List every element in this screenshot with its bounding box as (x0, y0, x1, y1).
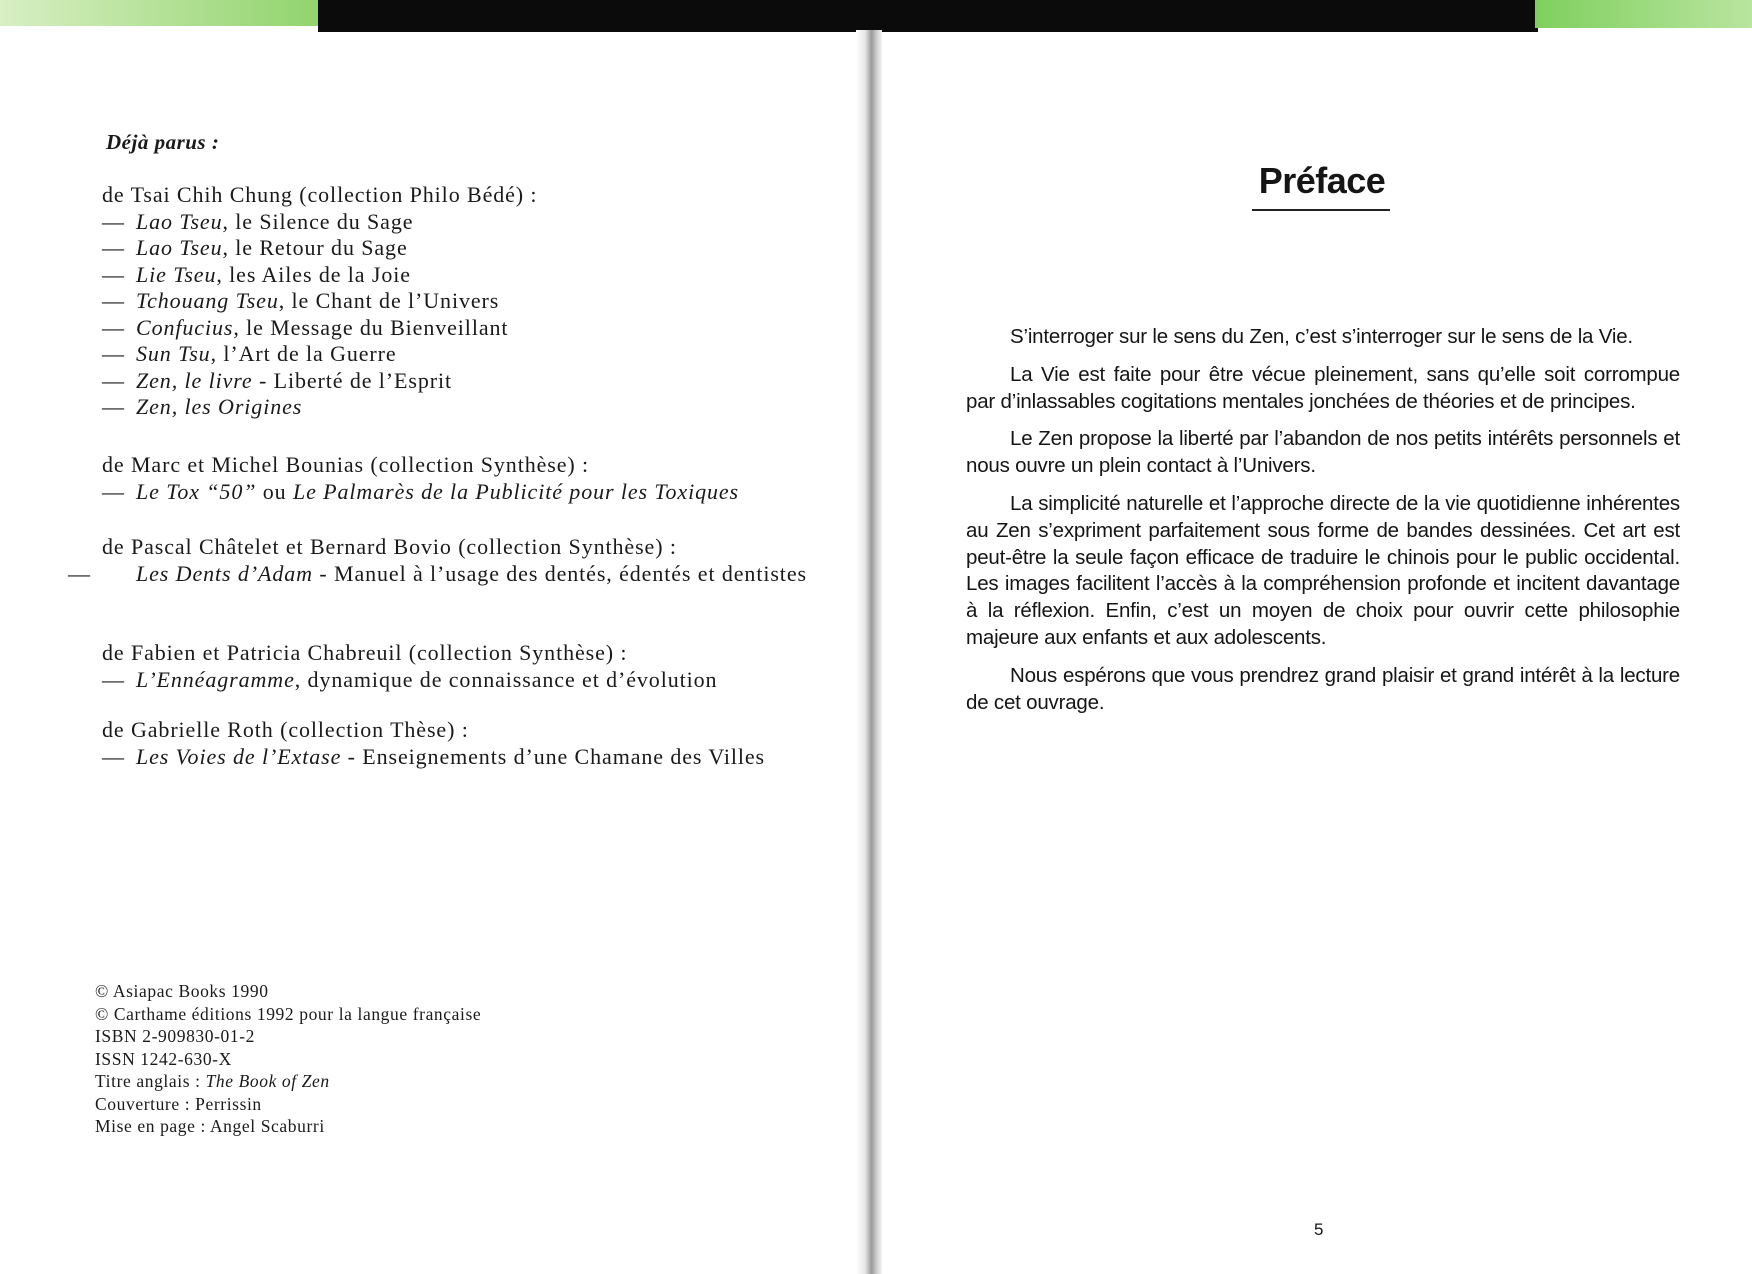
list-item: — Lie Tseu, les Ailes de la Joie (102, 261, 411, 287)
scan-top-band (0, 0, 1752, 34)
already-published-heading: Déjà parus : (106, 130, 220, 154)
preface-body (966, 324, 1680, 727)
list-item: — Lao Tseu, le Retour du Sage (102, 235, 408, 260)
list-item: — Le Tox “50” ou Le Palmarès de la Publicité pour les Toxiques (102, 478, 740, 504)
book-group-chatelet (68, 534, 822, 587)
preface-title: Préface (1258, 160, 1386, 201)
title-underline (1252, 209, 1390, 211)
paragraph: Le Zen propose la liberté par l’abandon de nos petits intérêts personnels et nous ouvre un plein contact à l’Univers. (966, 427, 1680, 478)
group-author-line: de Marc et Michel Bounias (collection Synthèse) : (102, 452, 590, 477)
list-item: — Tchouang Tseu, le Chant de l’Univers (102, 288, 500, 313)
group-author-line: de Tsai Chih Chung (collection Philo Bédé) : (102, 182, 538, 207)
list-item: — Zen, les Origines (102, 394, 303, 419)
book-group-chabreuil (102, 640, 822, 693)
layout-credit: Mise en page : Angel Scaburri (95, 1116, 325, 1136)
isbn: ISBN 2-909830-01-2 (95, 1026, 256, 1046)
group-author-line: de Gabrielle Roth (collection Thèse) : (102, 717, 469, 742)
paragraph: S’interroger sur le sens du Zen, c’est s’interroger sur le sens de la Vie. (1010, 325, 1633, 348)
copyright-block (95, 980, 481, 1138)
paragraph: La simplicité naturelle et l’approche directe de la vie quotidienne inhérentes au Zen s’expriment parfaitement sous forme de bandes dessinées. Cet art est peut-être la seule façon efficace de traduire le chinois pour le public occidental. Les images facilitent l’accès à la compréhension profonde et incitent davantage à la réflexion. Enfin, c’est un moyen de choix pour ouvrir cette philosophie majeure aux enfants et aux adolescents. (966, 491, 1680, 649)
copyright-line: © Carthame éditions 1992 pour la langue française (95, 1003, 482, 1024)
list-item: — Les Voies de l’Extase - Enseignements d’une Chamane des Villes (102, 743, 765, 769)
paragraph: Nous espérons que vous prendrez grand plaisir et grand intérêt à la lecture de cet ouvrage. (966, 663, 1680, 714)
paragraph: La Vie est faite pour être vécue pleinement, sans qu’elle soit corrompue par d’inlassables cogitations mentales jonchées de théories et de principes. (966, 362, 1680, 413)
book-group-bounias (102, 452, 822, 505)
scan-edge-black (318, 0, 1538, 32)
list-item: — Sun Tsu, l’Art de la Guerre (102, 341, 397, 366)
list-item: — Confucius, le Message du Bienveillant (102, 314, 509, 340)
list-item: — L’Ennéagramme, dynamique de connaissance et d’évolution (102, 666, 718, 692)
english-title: Titre anglais : The Book of Zen (95, 1071, 330, 1091)
group-author-line: de Fabien et Patricia Chabreuil (collection Synthèse) : (102, 640, 628, 665)
group-author-line: de Pascal Châtelet et Bernard Bovio (collection Synthèse) : (102, 534, 677, 559)
book-group-roth (102, 717, 822, 770)
list-item: — Zen, le livre - Liberté de l’Esprit (102, 367, 452, 393)
page-number: 5 (1314, 1220, 1324, 1239)
scan-edge-green-left (0, 0, 330, 26)
book-group-tsai (102, 182, 822, 421)
issn: ISSN 1242-630-X (95, 1048, 232, 1069)
list-item: — Les Dents d’Adam - Manuel à l’usage des dentés, édentés et dentistes (68, 560, 807, 586)
scan-edge-green-right (1535, 0, 1752, 28)
copyright-line: © Asiapac Books 1990 (95, 981, 269, 1001)
cover-credit: Couverture : Perrissin (95, 1093, 262, 1114)
list-item: — Lao Tseu, le Silence du Sage (102, 208, 414, 234)
book-spine (856, 30, 882, 1274)
